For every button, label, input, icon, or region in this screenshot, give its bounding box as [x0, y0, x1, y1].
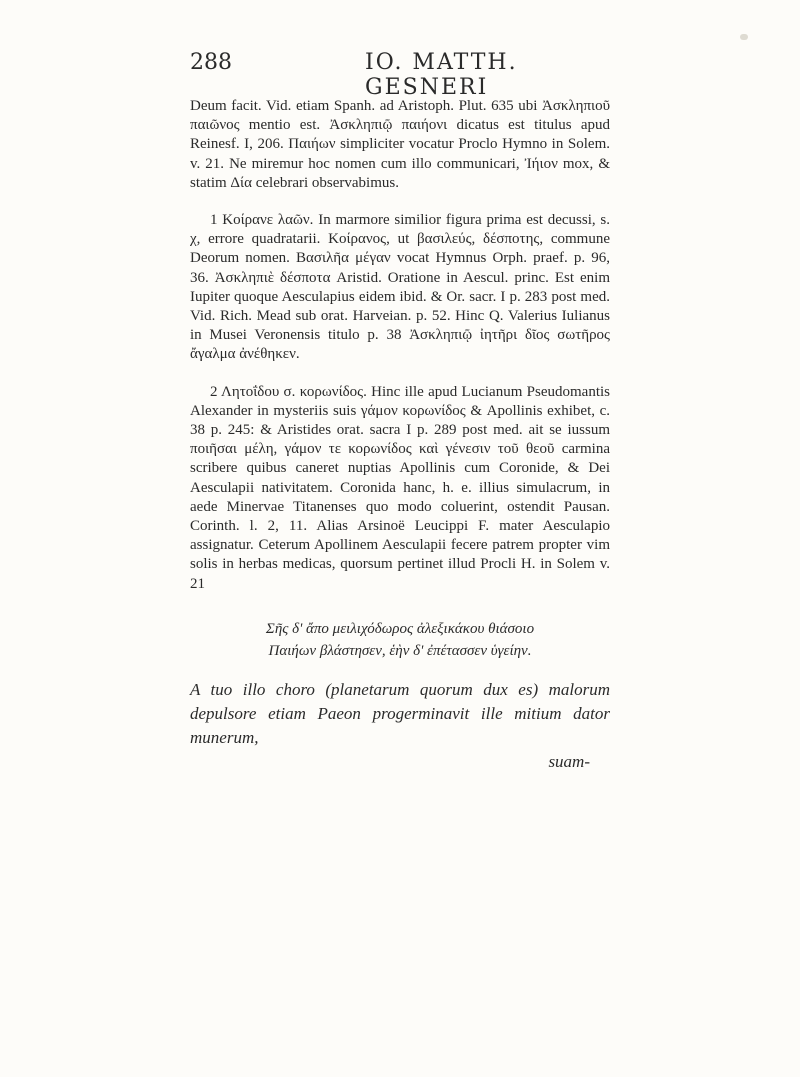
running-head: IO. MATTH. GESNERI [365, 50, 518, 100]
verse-line-2: Παιήων βλάστησεν, ἑὴν δ' ἐπέτασσεν ὑγείην. [268, 642, 532, 659]
page-number: 288 [190, 50, 232, 75]
page-header [190, 50, 630, 100]
latin-translation: A tuo illo choro (planetarum quorum dux es) malorum depulsore etiam Paeon progerminavit ille mitium dator munerum, [190, 679, 610, 747]
ink-blemish [740, 34, 748, 40]
note-1-koirane: 1 Κοίρανε λαῶν. In marmore similior figura prima est decussi, s. χ, errore quadratarii. Κοίρανος, ut βασιλεύς, δέσποτης, commune Deorum nomen. Βασιλῆα μέγαν vocat Hymnus Orph. praef. p. 96, 36. Ἀσκληπιὲ δέσποτα Aristid. Oratione in Aescul. princ. Est enim Iupiter quoque Aesculapius eidem ibid. & Or. sacr. I p. 283 post med. Vid. Rich. Mead sub orat. Harveian. p. 52. Hinc Q. Valerius Iulianus in Musei Veronensis titulo p. 38 Ἀσκληπιῷ ἰητῆρι δῖος σωτῆρος ἄγαλμα ἀνέθηκεν. [190, 212, 610, 363]
note-2-letoides: 2 Λητοΐδου σ. κορωνίδος. Hinc ille apud Lucianum Pseudomantis Alexander in mysteriis suis γάμον κορωνίδος & Apollinis exhibet, c. 38 p. 245: & Aristides orat. sacra I p. 289 post med. ait se iussum ποιῆσαι μέλη, γάμον τε κορωνίδος καὶ γένεσιν τοῦ θεοῦ carmina scribere quibus caneret nuptias Apollinis cum Coronide, & Dei Aesculapii nativitatem. Coronida hanc, h. e. illius simulacrum, in aede Minervae Titanenses quo modo coluerint, ostendit Pausan. Corinth. l. 2, 11. Alias Arsinoë Leucippi F. mater Aesculapio assignatur. Ceterum Apollinem Aesculapii fecere patrem propter vim solis in herbas medicas, quorsum pertinet illud Procli H. in Solem v. 21 [190, 383, 610, 592]
paragraph-continuation: Deum facit. Vid. etiam Spanh. ad Aristoph. Plut. 635 ubi Ἀσκληπιοῦ παιῶνος mentio est. Ἀσκληπιῷ παιήονι dicatus est titulus apud Reinesf. I, 206. Παιήων simpliciter vocatur Proclo Hymno in Solem. v. 21. Ne miremur hoc nomen cum illo communicari, Ἰήιον mox, & statim Δία celebrari observabimus. [190, 98, 610, 191]
catchword: suam- [548, 751, 590, 771]
page-body [190, 97, 610, 771]
greek-verse-quotation [190, 618, 610, 662]
verse-line-1: Σῆς δ' ἄπο μειλιχόδωρος ἀλεξικάκου θιάσοιο [265, 620, 535, 637]
